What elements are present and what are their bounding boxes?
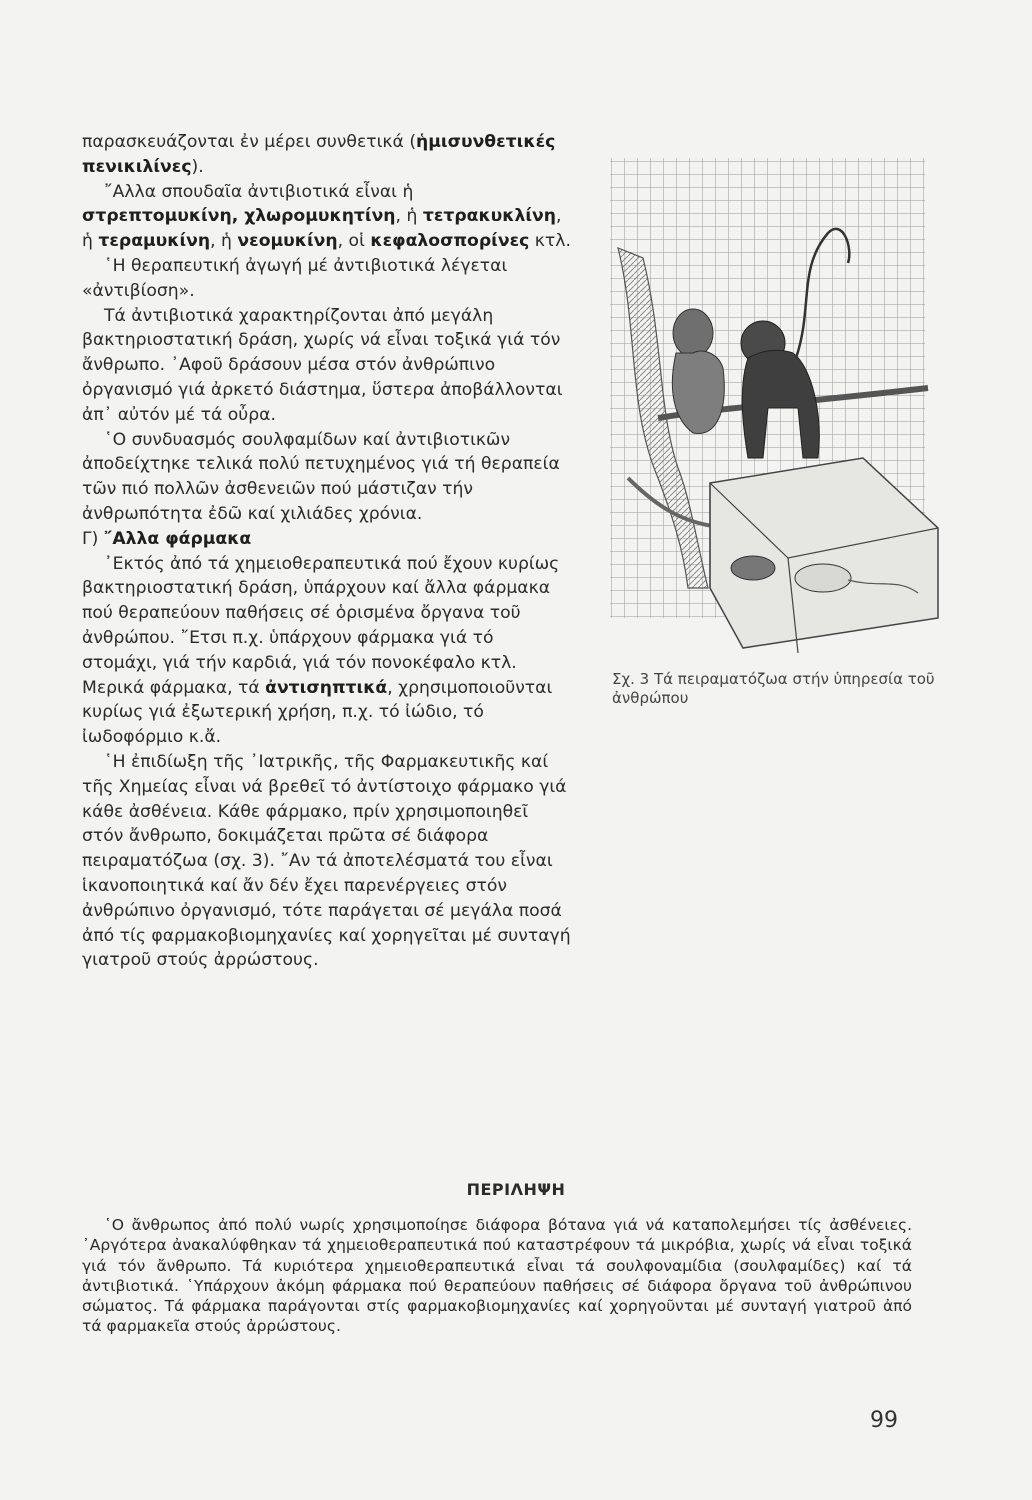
- text-run: ῎Αλλα σπουδαῖα ἀντιβιοτικά εἶναι ἡ: [104, 181, 414, 202]
- heading-title: ῎Αλλα φάρμακα: [103, 528, 252, 549]
- section-heading: [82, 527, 572, 552]
- summary-text: ῾Ο ἄνθρωπος ἀπό πολύ νωρίς χρησιμοποίησε διάφορα βότανα γιά νά καταπολεμήσει τίς ἀσθένειες. ᾿Αργότερα ἀνακαλύφθηκαν τά χημειοθεραπευτικά πού καταστρέφουν τά μικρόβια, χωρίς νά εἶναι τοξικά γιά τόν ἄνθρωπο. Τά κυριότερα χημειοθεραπευτικά εἶναι τά σουλφοναμίδια (σουλφαμίδες) καί τά ἀντιβιοτικά. ῾Υπάρχουν ἀκόμη φάρμακα πού θεραπεύουν παθήσεις σέ διάφορα ὄργανα τοῦ ἀνθρώπινου σώματος. Τά φάρμακα παράγονται στίς φαρμακοβιομηχανίες καί χορηγοῦνται μέ συνταγή γιατροῦ ἀπό τά φαρμακεῖα στούς ἀρρώστους.: [82, 1216, 912, 1336]
- monkey-head-left: [673, 309, 713, 357]
- paragraph-other-drugs: [82, 552, 572, 750]
- bold-term: στρεπτομυκίνη, χλωρομυκητίνη: [82, 206, 396, 227]
- bold-term: τετρακυκλίνη: [422, 206, 557, 227]
- main-text-column: [82, 130, 572, 973]
- figure-caption: Σχ. 3 Τά πειραματόζωα στήν ὑπηρεσία τοῦ ἀνθρώπου: [612, 670, 935, 707]
- page-number: 99: [870, 1408, 898, 1433]
- text-run: κτλ.: [529, 231, 571, 252]
- heading-letter: Γ): [82, 528, 104, 549]
- paragraph-sulfonamide-combination: ῾Ο συνδυασμός σουλφαμίδων καί ἀντιβιοτικῶν ἀποδείχτηκε τελικά πολύ πετυχημένος γιά τή θεραπεία τῶν πιό πολλῶν ἀσθενειῶν πού μάστιζαν τήν ἀνθρωπότητα ἐδῶ καί χιλιάδες χρόνια.: [82, 429, 560, 524]
- paragraph-antibiotics-list: [82, 180, 572, 254]
- paragraph-antibiotic-properties: Τά ἀντιβιοτικά χαρακτηρίζονται ἀπό μεγάλη βακτηριοστατική δράση, χωρίς νά εἶναι τοξικά γιά τόν ἄνθρωπο. ᾿Αφοῦ δράσουν μέσα στόν ἀνθρώπινο ὀργανισμό γιά ἀρκετό διάστημα, ὕστερα ἀποβάλλονται ἀπ᾿ αὐτόν μέ τά οὖρα.: [82, 305, 563, 425]
- text-run: παρασκευάζονται ἐν μέρει συνθετικά (: [82, 132, 417, 152]
- bold-term: ἡμισυνθετικές πενικιλίνες: [82, 132, 556, 177]
- bold-term: τεραμυκίνη: [98, 231, 211, 252]
- text-run: , χρησιμοποιοῦνται κυρίως γιά ἐξωτερική χρήση, π.χ. τό ἰώδιο, τό ἰωδοφόρμιο κ.ἄ.: [82, 677, 553, 748]
- paragraph-penicillins: [82, 130, 572, 180]
- paragraph-drug-testing: ῾Η ἐπιδίωξη τῆς ᾿Ιατρικῆς, τῆς Φαρμακευτικῆς καί τῆς Χημείας εἶναι νά βρεθεῖ τό ἀντίστοιχο φάρμακο γιά κάθε ἀσθένεια. Κάθε φάρμακο, πρίν χρησιμοποιηθεῖ στόν ἄνθρωπο, δοκιμάζεται πρῶτα σέ διάφορα πειραματόζωα (σχ. 3). ῎Αν τά ἀποτελέσματά του εἶναι ἱκανοποιητικά καί ἄν δέν ἔχει παρενέργειες στόν ἀνθρώπινο ὀργανισμό, τότε παράγεται σέ μεγάλα ποσά ἀπό τίς φαρμακοβιομηχανίες καί χορηγεῖται μέ συνταγή γιατροῦ στούς ἀρρώστους.: [82, 751, 571, 971]
- lab-animals-illustration: [598, 148, 943, 660]
- text-run: , ἡ: [395, 206, 423, 227]
- text-run: , ἡ: [82, 206, 562, 252]
- text-run: ).: [191, 156, 204, 177]
- text-run: , οἱ: [337, 231, 371, 252]
- bold-term: κεφαλοσπορίνες: [370, 231, 530, 252]
- bold-term: ἀντισηπτικά: [265, 677, 388, 698]
- mouse-dark: [731, 556, 775, 580]
- summary-title: ΠΕΡΙΛΗΨΗ: [466, 1180, 566, 1199]
- figure-lab-animals: [598, 148, 943, 660]
- mouse-white: [795, 564, 851, 592]
- bold-term: νεομυκίνη: [237, 231, 338, 252]
- text-run: , ἡ: [210, 231, 238, 252]
- paragraph-antibiosis: ῾Η θεραπευτική ἀγωγή μέ ἀντιβιοτικά λέγεται «ἀντιβίοση».: [82, 255, 508, 301]
- text-run: ᾿Εκτός ἀπό τά χημειοθεραπευτικά πού ἔχουν κυρίως βακτηριοστατική δράση, ὑπάρχουν καί ἄλλα φάρμακα πού θεραπεύουν παθήσεις σέ ὁρισμένα ὄργανα τοῦ ἀνθρώπου. ῎Ετσι π.χ. ὑπάρχουν φάρμακα γιά τό στομάχι, γιά τήν καρδιά, γιά τόν πονοκέφαλο κτλ. Μερικά φάρμακα, τά: [82, 553, 560, 698]
